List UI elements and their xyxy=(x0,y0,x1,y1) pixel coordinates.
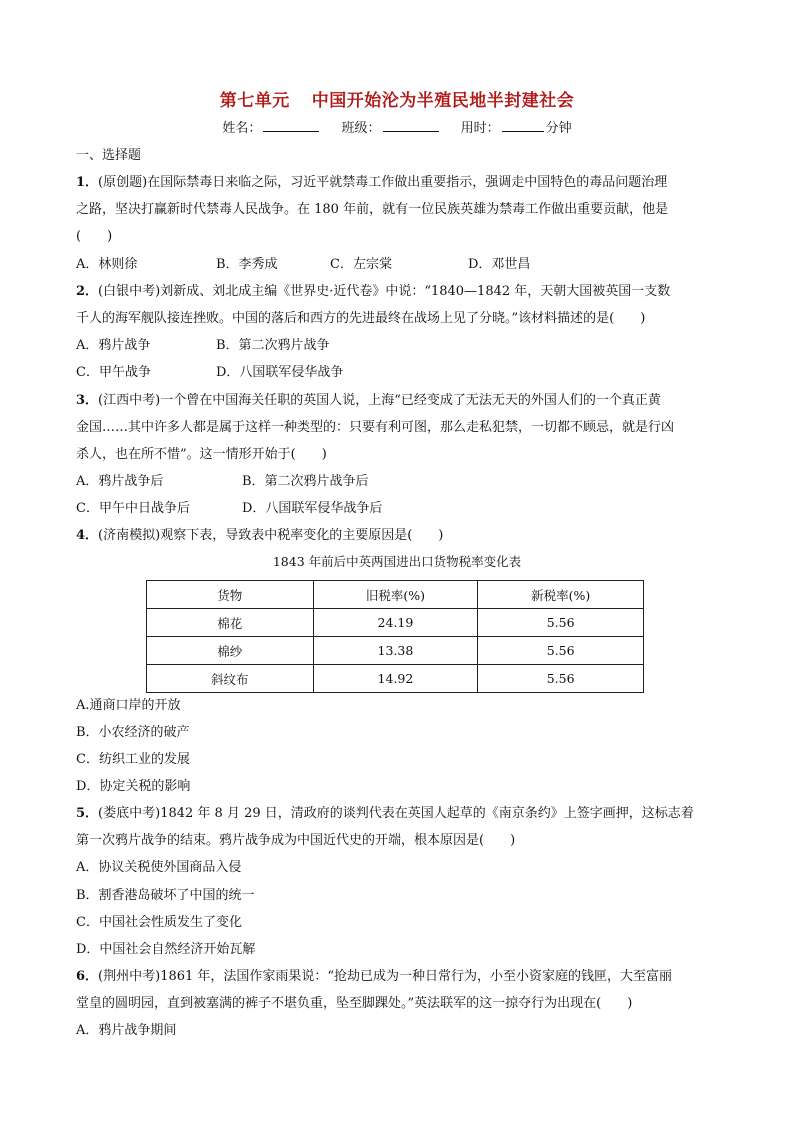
q4-option-c[interactable]: C．纺织工业的发展 xyxy=(76,752,190,767)
q5-option-a[interactable]: A．协议关税使外国商品入侵 xyxy=(76,860,242,875)
q4-option-d[interactable]: D．协定关税的影响 xyxy=(76,779,191,794)
q4-option-b[interactable]: B．小农经济的破产 xyxy=(76,725,190,740)
q3-option-a[interactable]: A．鸦片战争后 xyxy=(76,474,164,489)
q2-option-b[interactable]: B．第二次鸦片战争 xyxy=(216,338,330,353)
table-cell: 24.19 xyxy=(313,609,478,637)
q3-option-b[interactable]: B．第二次鸦片战争后 xyxy=(242,474,369,489)
q5-line2: 第一次鸦片战争的结束。鸦片战争成为中国近代史的开端，根本原因是( ) xyxy=(76,833,516,848)
q5-option-d[interactable]: D．中国社会自然经济开始瓦解 xyxy=(76,942,256,957)
q6-line1 xyxy=(76,968,672,985)
q3-line1 xyxy=(76,392,661,409)
table-cell: 棉花 xyxy=(147,609,314,637)
q5-option-b[interactable]: B．割香港岛破坏了中国的统一 xyxy=(76,888,255,903)
q6-text-1: (荆州中考)1861 年，法国作家雨果说：“抢劫已成为一种日常行为，小至小资家庭的钱匣，大至富丽 xyxy=(98,969,673,984)
table-cell: 13.38 xyxy=(313,637,478,665)
tax-rate-table xyxy=(146,580,644,693)
q1-option-d[interactable]: D．邓世昌 xyxy=(468,257,531,272)
table-header-row xyxy=(147,581,644,609)
table-cell: 5.56 xyxy=(478,637,644,665)
q2-options-row1 xyxy=(76,337,330,354)
table-cell: 斜纹布 xyxy=(147,665,314,693)
q1-number: 1． xyxy=(76,175,99,190)
time-label: 用时： xyxy=(460,121,500,136)
q3-options-row2 xyxy=(76,500,382,517)
q5-number: 5． xyxy=(76,806,99,821)
q2-option-d[interactable]: D．八国联军侵华战争 xyxy=(216,365,344,380)
q3-option-d[interactable]: D．八国联军侵华战争后 xyxy=(242,501,383,516)
q1-option-a[interactable]: A．林则徐 xyxy=(76,257,138,272)
q4-text-1: (济南模拟)观察下表，导致表中税率变化的主要原因是( ) xyxy=(98,528,444,543)
student-info-row xyxy=(0,117,794,136)
table-cell: 14.92 xyxy=(313,665,478,693)
q1-line2: 之路，坚决打赢新时代禁毒人民战争。在 180 年前，就有一位民族英雄为禁毒工作做出重要贡献，他是 xyxy=(76,202,669,217)
q2-number: 2． xyxy=(76,284,99,299)
q1-option-b[interactable]: B．李秀成 xyxy=(216,257,278,272)
q6-number: 6． xyxy=(76,969,99,984)
q2-text-1: (白银中考)刘新成、刘北成主编《世界史·近代卷》中说：“1840—1842 年，天朝大国被英国一支数 xyxy=(98,284,671,299)
table-cell: 5.56 xyxy=(478,665,644,693)
table-header: 货物 xyxy=(147,581,314,609)
class-label: 班级： xyxy=(341,121,381,136)
table-row xyxy=(147,637,644,665)
section-heading: 一、选择题 xyxy=(76,148,142,163)
q3-option-c[interactable]: C．甲午中日战争后 xyxy=(76,501,190,516)
table-row xyxy=(147,609,644,637)
name-blank[interactable] xyxy=(263,121,319,132)
table-header: 新税率(%) xyxy=(478,581,644,609)
q1-option-c[interactable]: C．左宗棠 xyxy=(330,257,392,272)
q3-line3: 杀人，也在所不惜”。这一情形开始于( ) xyxy=(76,447,327,462)
unit-label: 第七单元 xyxy=(219,91,290,111)
q5-text-1: (娄底中考)1842 年 8 月 29 日，清政府的谈判代表在英国人起草的《南京条约》上签字画押，这标志着 xyxy=(98,806,694,821)
q5-option-c[interactable]: C．中国社会性质发生了变化 xyxy=(76,915,242,930)
q6-line2: 堂皇的圆明园，直到被塞满的裤子不堪负重，坠至脚踝处。”英法联军的这一掠夺行为出现在( ) xyxy=(76,996,633,1011)
name-label: 姓名： xyxy=(222,121,262,136)
class-blank[interactable] xyxy=(383,121,439,132)
q3-text-1: (江西中考)一个曾在中国海关任职的英国人说，上海“已经变成了无法无天的外国人们的一个真正黄 xyxy=(98,393,661,408)
q1-line1 xyxy=(76,174,667,191)
q3-options-row1 xyxy=(76,473,369,490)
table-caption: 1843 年前后中英两国进出口货物税率变化表 xyxy=(272,554,522,569)
time-blank[interactable] xyxy=(502,121,544,132)
q4-number: 4． xyxy=(76,528,99,543)
q1-options xyxy=(76,256,530,273)
q2-option-a[interactable]: A．鸦片战争 xyxy=(76,338,151,353)
q4-option-a[interactable]: A.通商口岸的开放 xyxy=(76,698,181,713)
table-row xyxy=(147,665,644,693)
q2-options-row2 xyxy=(76,364,343,381)
page-title xyxy=(0,86,794,111)
q5-line1 xyxy=(76,805,694,822)
q2-option-c[interactable]: C．甲午战争 xyxy=(76,365,151,380)
q3-line2: 金国……其中许多人都是属于这样一种类型的：只要有利可图，那么走私犯禁，一切都不顾忌，就是行凶 xyxy=(76,420,675,435)
table-cell: 棉纱 xyxy=(147,637,314,665)
unit-topic: 中国开始沦为半殖民地半封建社会 xyxy=(311,91,575,111)
q1-text-1: (原创题)在国际禁毒日来临之际，习近平就禁毒工作做出重要指示，强调走中国特色的毒品问题治理 xyxy=(98,175,668,190)
table-cell: 5.56 xyxy=(478,609,644,637)
q2-line1 xyxy=(76,283,670,300)
q1-line3: ( ) xyxy=(76,229,113,244)
q4-line1 xyxy=(76,527,443,544)
q2-line2: 千人的海军舰队接连挫败。中国的落后和西方的先进最终在战场上见了分晓。”该材料描述的是( ) xyxy=(76,311,646,326)
q6-option-a[interactable]: A．鸦片战争期间 xyxy=(76,1023,177,1038)
time-unit: 分钟 xyxy=(545,121,572,136)
table-header: 旧税率(%) xyxy=(313,581,478,609)
q3-number: 3． xyxy=(76,393,99,408)
